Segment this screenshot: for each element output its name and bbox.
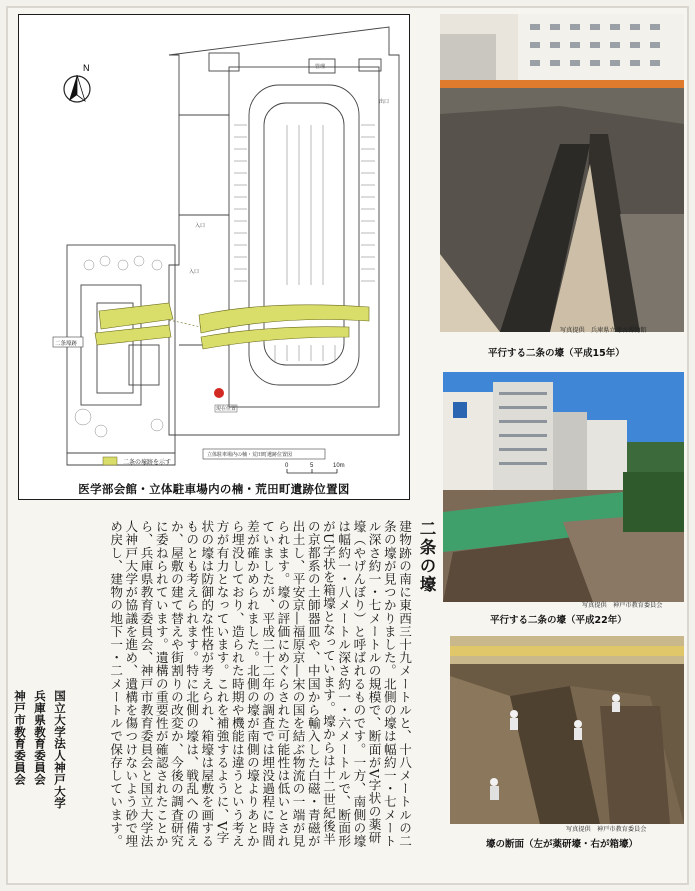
body-text: 建物跡の南に東西三十九メートルと、十八メートルの二条の壕が見つかりました。北側の壕は幅約一・七メートル深さ約一・七メートルの規模で、断面がV字状の薬研壕（やげんぼり）と呼ばれるものです。一方、南側の壕は幅約一・八メートル深さ約一・六メートルで、断面形がU字状を箱壕となっています。壕からは十二世紀後半の京都系の土師器皿や、中国から輸入した白磁・青磁が出土し、平安京―福原京―宋の国を結ぶ物流の一端が見られます。壕の評価にめぐらされた可能性は低いとされていましたが、平成二十二年の調査では埋没過程に時間差が確かめられました。北側の壕が南側の壕よりあとから埋没しており、造られた時期や機能は違うという考え方が有力となっています。これを補強するように、V字状の壕は防御的な性格が考えられ、箱壕は屋敷を画するものとも考えられます。特に北側の壕は、戦乱への備えか、屋敷の建て替えや街割りの改変か、今後の調査研究に委ねられています。遺構の重要性が確認されたことから、兵庫県教育委員会、神戸市教育委員会と国立大学法人神戸大学が協議を進め、遺構を傷つけないよう砂で埋め戻し、建物の地下一・二メートルで保存しています。	[108, 520, 412, 848]
photo2-credit: 写真提供 神戸市教育委員会	[582, 602, 663, 609]
photo-moat-cross-section	[450, 636, 684, 824]
map-left-label: 二条壕跡	[55, 341, 78, 347]
legend-swatch	[103, 457, 117, 465]
scale-label-5: 5	[310, 463, 314, 469]
map-label-exit: 出口	[379, 99, 390, 105]
section-heading: 二条の壕	[417, 520, 436, 594]
photo-parallel-moats-2003	[440, 14, 684, 332]
org-kobe-university: 国立大学法人神戸大学	[53, 690, 67, 809]
map-key-label: 立体駐車場内の楠・荒田町遺跡位置図	[207, 452, 293, 458]
map-caption: 医学部会館・立体駐車場内の楠・荒田町遺跡位置図	[78, 482, 350, 496]
photo3-caption: 壕の断面（左が薬研壕・右が箱壕）	[486, 839, 639, 850]
north-arrow-icon	[64, 63, 90, 102]
map-label-entrance-1: 入口	[195, 223, 206, 229]
scale-label-10: 10m	[333, 463, 345, 469]
map-label-entrance-2: 入口	[189, 269, 200, 275]
org-kobe-board: 神戸市教育委員会	[13, 690, 27, 786]
photo3-credit: 写真提供 神戸市教育委員会	[566, 826, 647, 833]
photo2-caption: 平行する二条の壕（平成22年）	[490, 615, 627, 626]
scale-label-0: 0	[285, 463, 289, 469]
photo1-credit: 写真提供 兵庫県立考古博物館	[560, 327, 647, 334]
map-label-office: 管理	[315, 64, 326, 70]
scale-bar	[287, 469, 337, 473]
legend-text: 二条の壕跡を示す	[123, 460, 172, 466]
site-location-map	[18, 14, 410, 500]
north-label: N	[83, 63, 90, 73]
map-label-current: 現在位置	[216, 406, 237, 412]
photo-parallel-moats-2010	[443, 372, 684, 602]
map-drawing	[19, 15, 409, 499]
photo1-caption: 平行する二条の壕（平成15年）	[488, 348, 625, 359]
org-hyogo-board: 兵庫県教育委員会	[33, 690, 47, 786]
